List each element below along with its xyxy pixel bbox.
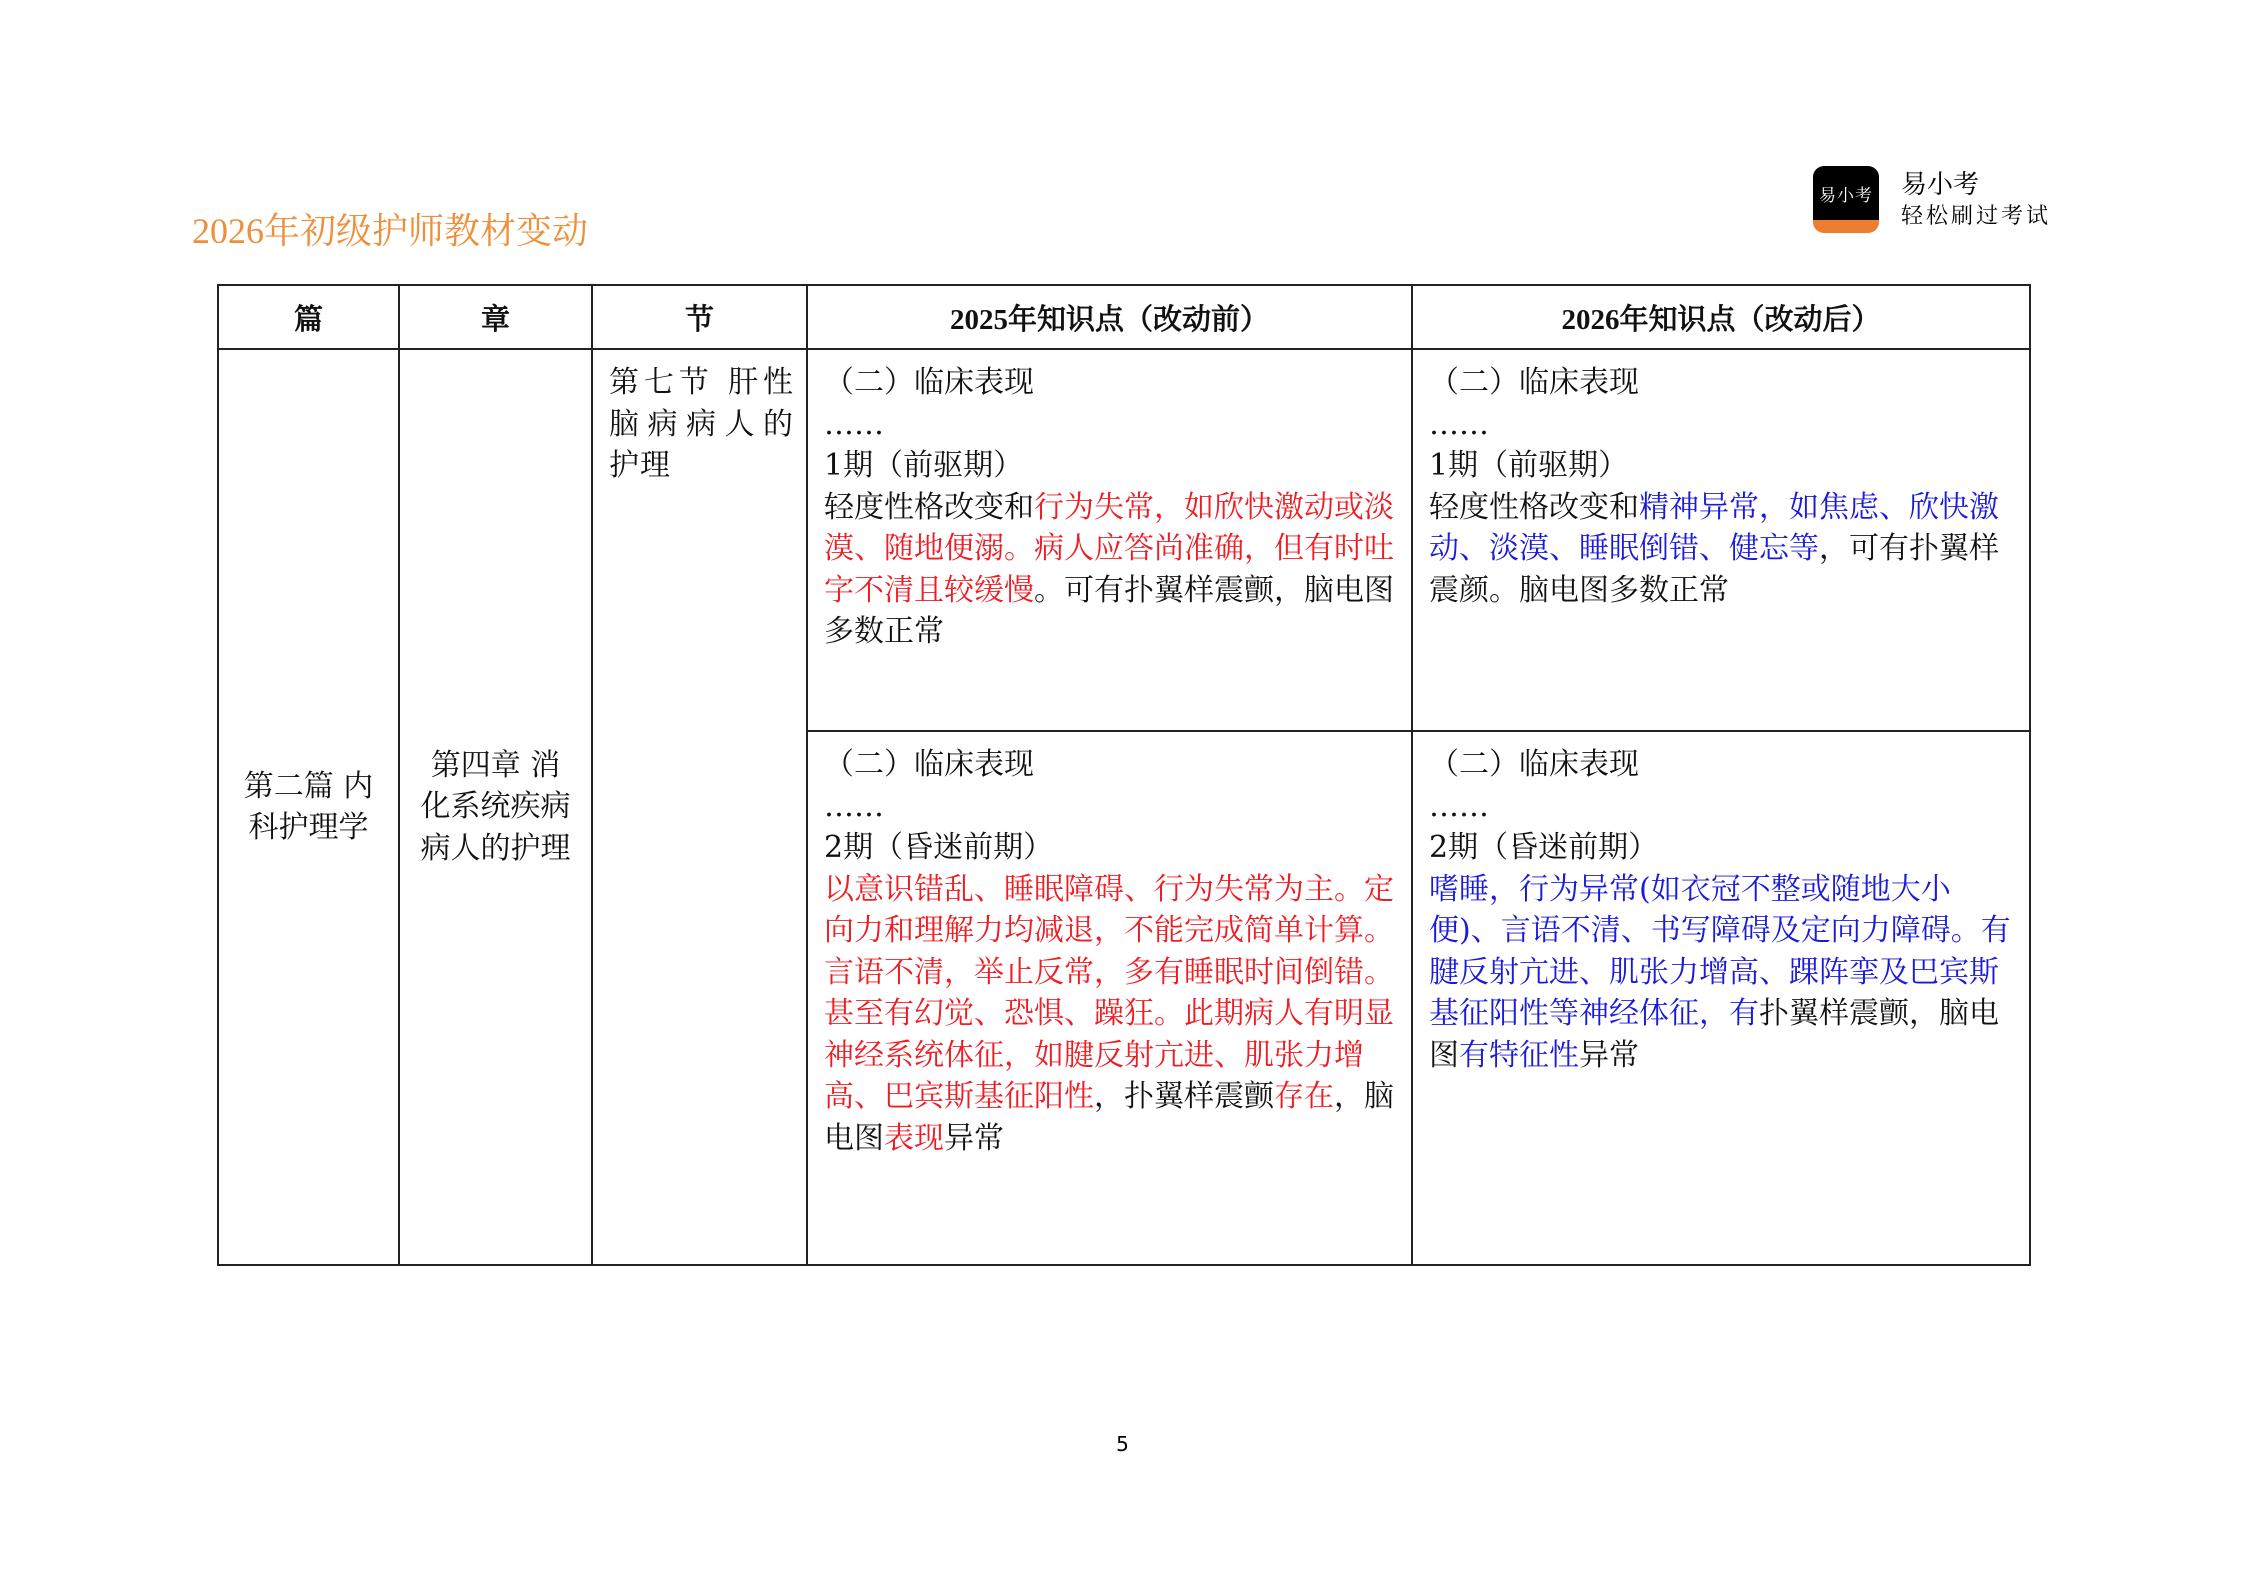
stage-label: 1期（前驱期）	[824, 448, 1024, 483]
clinical-heading: （二）临床表现	[1429, 747, 1639, 782]
deleted-text-segment: 以意识错乱、睡眠障碍、行为失常为主。定向力和理解力均减退，不能完成简单计算。言语不清，举止反常，多有睡眠时间倒错。甚至有幻觉、恐惧、躁狂。此期病人有明显神经系统体征，如腱反射亢进、肌张力增高、巴宾斯基征阳性	[824, 871, 1394, 1114]
ellipsis: ……	[1429, 406, 1489, 442]
deleted-text-segment: 行为失常，如欣快激动或淡漠、随地便溺。病人应答尚准确，但有时吐字不清且较缓慢	[824, 489, 1394, 608]
table-row	[218, 349, 2030, 731]
header-after: 2026年知识点（改动后）	[1412, 285, 2030, 349]
brand-slogan: 轻松刷过考试	[1901, 203, 2052, 229]
text-segment: ，扑翼样震颤	[1094, 1079, 1274, 1114]
text-segment: ，可有扑翼样震颜。脑电图多数正常	[1429, 531, 1999, 608]
stage-description	[824, 869, 1397, 1160]
text-segment: 异常	[944, 1120, 1004, 1156]
after-cell	[1412, 731, 2030, 1265]
page-number: 5	[1116, 1432, 1129, 1456]
deleted-text-segment: 存在	[1274, 1079, 1334, 1114]
table-header-row	[218, 285, 2030, 349]
text-segment: 轻度性格改变和	[1429, 489, 1639, 525]
added-text-segment: 嗜睡，行为异常(如衣冠不整或随地大小便)、言语不清、书写障碍及定向力障碍。有腱反射亢进、肌张力增高、踝阵挛及巴宾斯基征阳性等神经体征，有	[1429, 871, 2011, 1031]
ellipsis: ……	[824, 406, 884, 442]
added-text-segment: 有特征性	[1459, 1037, 1579, 1073]
section-cell: 第七节 肝性脑病病人的护理	[592, 349, 807, 1265]
text-segment: 。可有扑翼样震颤，脑电图多数正常	[824, 572, 1394, 649]
clinical-heading: （二）临床表现	[824, 747, 1034, 782]
text-segment: ，脑电图	[824, 1079, 1394, 1156]
ellipsis: ……	[824, 788, 884, 824]
stage-description	[1429, 869, 2015, 1077]
changes-table	[217, 284, 2031, 1266]
stage-description	[824, 487, 1397, 653]
brand-logo-text: 易小考	[1813, 166, 1879, 220]
chapter-cell: 第四章 消化系统疾病病人的护理	[399, 349, 592, 1265]
part-cell: 第二篇 内科护理学	[218, 349, 399, 1265]
text-segment: 轻度性格改变和	[824, 489, 1034, 525]
clinical-heading: （二）临床表现	[824, 365, 1034, 400]
brand-logo-icon	[1813, 166, 1879, 233]
header-section: 节	[592, 285, 807, 349]
clinical-heading: （二）临床表现	[1429, 365, 1639, 400]
stage-label: 2期（昏迷前期）	[1429, 830, 1659, 865]
header-before: 2025年知识点（改动前）	[807, 285, 1412, 349]
after-cell	[1412, 349, 2030, 731]
stage-description	[1429, 487, 2015, 612]
text-segment: 扑翼样震颤，脑电图	[1429, 996, 1999, 1073]
stage-label: 2期（昏迷前期）	[824, 830, 1054, 865]
deleted-text-segment: 表现	[884, 1120, 944, 1156]
header-chapter: 章	[399, 285, 592, 349]
brand-header	[1813, 166, 2051, 233]
brand-logo-stripe	[1813, 220, 1879, 233]
before-cell	[807, 349, 1412, 731]
brand-name: 易小考	[1901, 169, 1980, 200]
added-text-segment: 精神异常，如焦虑、欣快激动、淡漠、睡眠倒错、健忘等	[1429, 489, 1999, 566]
ellipsis: ……	[1429, 788, 1489, 824]
text-segment: 异常	[1579, 1037, 1639, 1073]
page-title: 2026年初级护师教材变动	[192, 211, 589, 251]
stage-label: 1期（前驱期）	[1429, 448, 1629, 483]
header-part: 篇	[218, 285, 399, 349]
before-cell	[807, 731, 1412, 1265]
